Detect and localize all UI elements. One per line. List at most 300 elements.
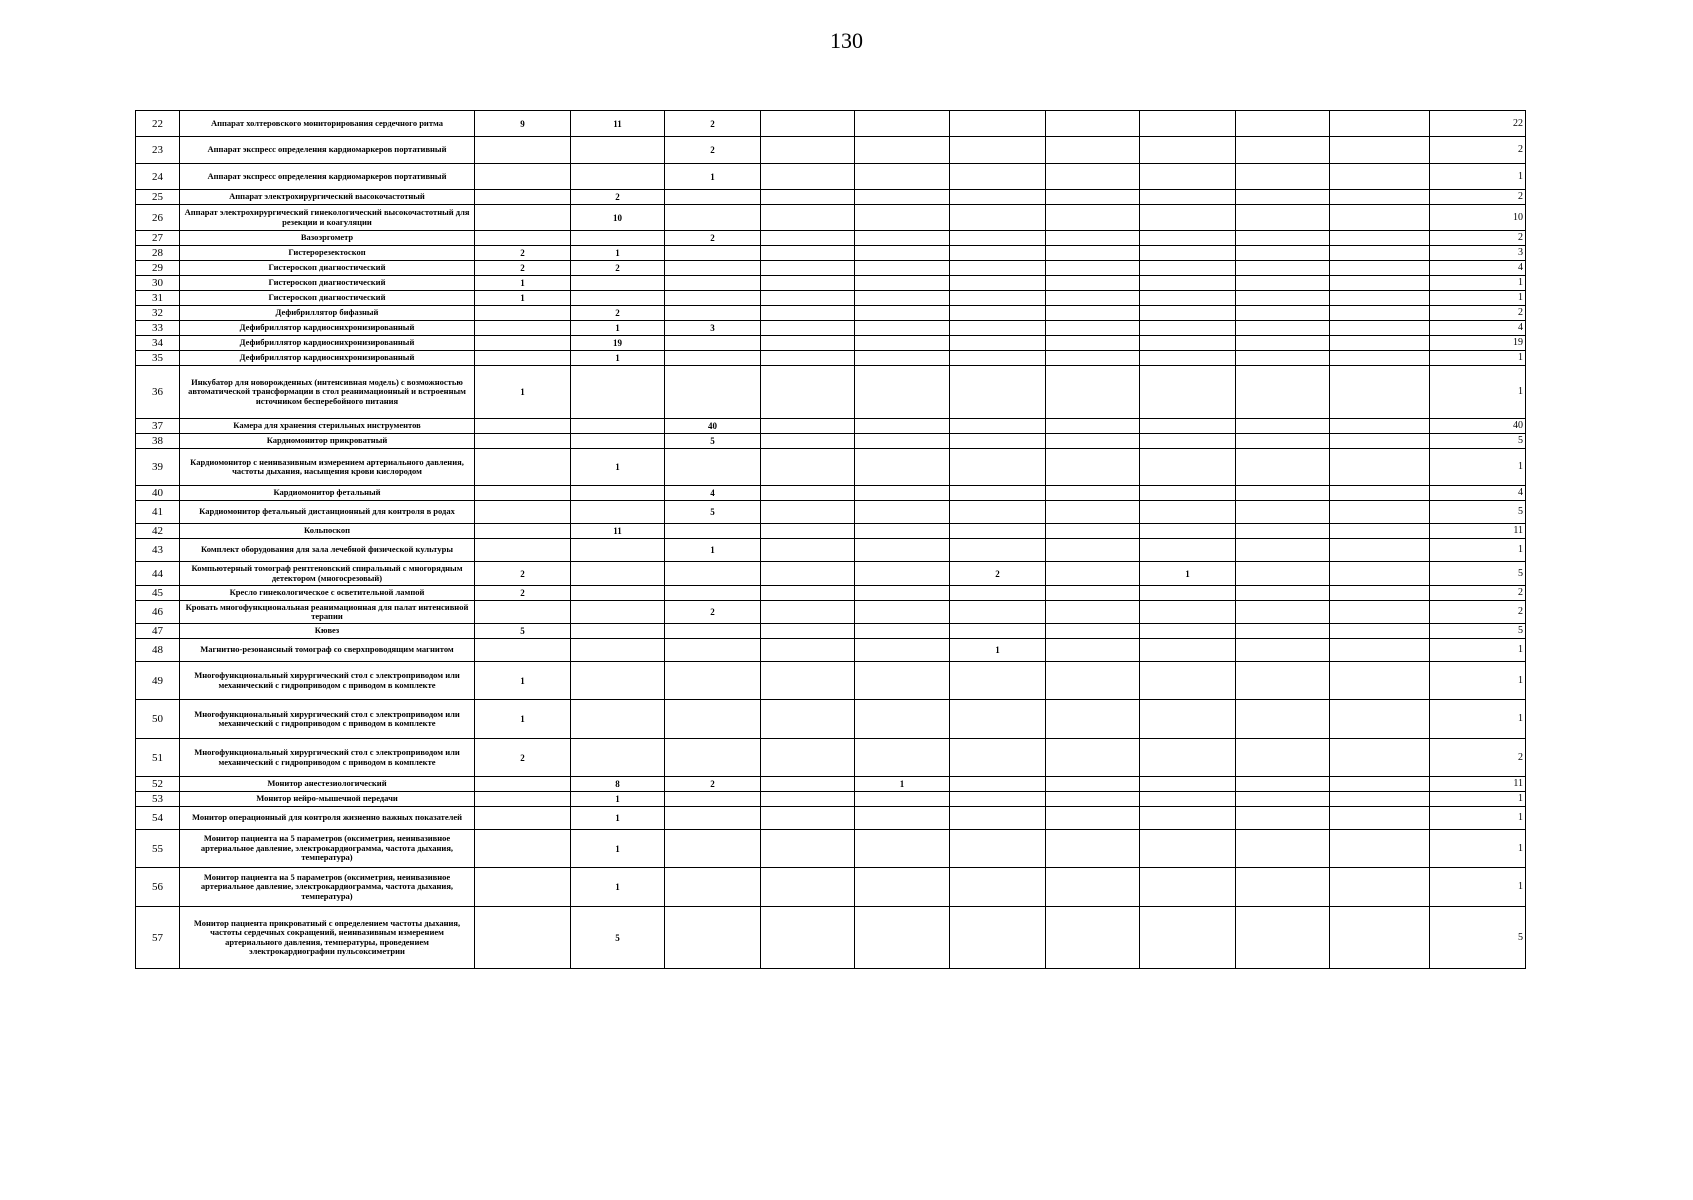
quantity-cell	[1330, 868, 1430, 907]
quantity-cell	[1330, 321, 1430, 336]
table-row	[136, 586, 1526, 601]
quantity-cell	[475, 601, 571, 624]
row-number: 45	[136, 586, 180, 601]
quantity-cell	[1236, 792, 1330, 807]
quantity-cell	[1236, 624, 1330, 639]
quantity-cell	[761, 739, 855, 777]
equipment-table	[135, 110, 1526, 969]
table-row	[136, 205, 1526, 231]
total-cell: 1	[1430, 449, 1526, 486]
quantity-cell	[475, 830, 571, 868]
quantity-cell	[1330, 777, 1430, 792]
row-number: 57	[136, 907, 180, 969]
quantity-cell	[855, 486, 950, 501]
table-row	[136, 419, 1526, 434]
equipment-name: Монитор нейро-мышечной передачи	[180, 792, 475, 807]
quantity-cell	[1236, 700, 1330, 739]
row-number: 34	[136, 336, 180, 351]
quantity-cell	[571, 419, 665, 434]
row-number: 44	[136, 562, 180, 586]
quantity-cell	[950, 351, 1046, 366]
total-cell: 3	[1430, 246, 1526, 261]
quantity-cell	[1140, 524, 1236, 539]
quantity-cell	[855, 639, 950, 662]
row-number: 48	[136, 639, 180, 662]
total-cell: 2	[1430, 586, 1526, 601]
quantity-cell	[1046, 231, 1140, 246]
equipment-name: Комплект оборудования для зала лечебной физической культуры	[180, 539, 475, 562]
quantity-cell	[665, 449, 761, 486]
quantity-cell	[1140, 205, 1236, 231]
quantity-cell: 1	[475, 291, 571, 306]
row-number: 54	[136, 807, 180, 830]
quantity-cell	[1330, 366, 1430, 419]
quantity-cell	[855, 205, 950, 231]
quantity-cell	[1236, 434, 1330, 449]
equipment-name: Многофункциональный хирургический стол с электроприводом или механический с гидроприводом с приводом в комплекте	[180, 739, 475, 777]
quantity-cell	[571, 601, 665, 624]
quantity-cell	[1236, 830, 1330, 868]
quantity-cell	[1046, 700, 1140, 739]
quantity-cell	[855, 261, 950, 276]
equipment-name: Монитор пациента на 5 параметров (оксиметрия, неинвазивное артериальное давление, электрокардиограмма, частота дыхания, температура)	[180, 868, 475, 907]
quantity-cell	[1236, 306, 1330, 321]
quantity-cell	[1046, 792, 1140, 807]
total-cell: 5	[1430, 434, 1526, 449]
equipment-name: Кресло гинекологическое с осветительной лампой	[180, 586, 475, 601]
quantity-cell	[761, 434, 855, 449]
equipment-name: Гистероскоп диагностический	[180, 291, 475, 306]
row-number: 23	[136, 137, 180, 164]
quantity-cell	[571, 586, 665, 601]
quantity-cell	[571, 501, 665, 524]
quantity-cell	[1236, 777, 1330, 792]
row-number: 56	[136, 868, 180, 907]
equipment-name: Монитор пациента на 5 параметров (оксиметрия, неинвазивное артериальное давление, электрокардиограмма, частота дыхания, температура)	[180, 830, 475, 868]
quantity-cell	[1046, 434, 1140, 449]
table-row	[136, 562, 1526, 586]
total-cell: 2	[1430, 190, 1526, 205]
quantity-cell	[665, 205, 761, 231]
equipment-name: Кювез	[180, 624, 475, 639]
quantity-cell	[475, 486, 571, 501]
table-row	[136, 501, 1526, 524]
quantity-cell	[761, 601, 855, 624]
quantity-cell	[855, 601, 950, 624]
quantity-cell	[1330, 601, 1430, 624]
quantity-cell	[1046, 336, 1140, 351]
quantity-cell	[1330, 501, 1430, 524]
quantity-cell	[475, 639, 571, 662]
quantity-cell: 2	[475, 739, 571, 777]
quantity-cell	[1046, 205, 1140, 231]
quantity-cell	[665, 868, 761, 907]
table-row	[136, 164, 1526, 190]
total-cell: 11	[1430, 777, 1526, 792]
quantity-cell	[1046, 261, 1140, 276]
row-number: 42	[136, 524, 180, 539]
quantity-cell: 1	[571, 351, 665, 366]
total-cell: 1	[1430, 700, 1526, 739]
quantity-cell	[855, 907, 950, 969]
quantity-cell	[571, 739, 665, 777]
table-row	[136, 111, 1526, 137]
quantity-cell	[1236, 205, 1330, 231]
quantity-cell: 2	[665, 777, 761, 792]
quantity-cell	[855, 246, 950, 261]
table-row	[136, 830, 1526, 868]
quantity-cell	[1046, 807, 1140, 830]
total-cell: 1	[1430, 662, 1526, 700]
quantity-cell	[950, 830, 1046, 868]
row-number: 39	[136, 449, 180, 486]
quantity-cell	[1140, 539, 1236, 562]
quantity-cell	[1046, 662, 1140, 700]
quantity-cell	[761, 190, 855, 205]
quantity-cell	[1046, 366, 1140, 419]
quantity-cell	[475, 231, 571, 246]
quantity-cell	[855, 449, 950, 486]
quantity-cell	[950, 261, 1046, 276]
quantity-cell	[1330, 907, 1430, 969]
quantity-cell	[761, 246, 855, 261]
quantity-cell	[761, 524, 855, 539]
quantity-cell: 5	[665, 501, 761, 524]
quantity-cell	[761, 777, 855, 792]
quantity-cell	[1140, 336, 1236, 351]
table-row	[136, 739, 1526, 777]
equipment-name: Монитор анестезиологический	[180, 777, 475, 792]
quantity-cell: 1	[571, 830, 665, 868]
quantity-cell	[855, 190, 950, 205]
row-number: 50	[136, 700, 180, 739]
quantity-cell	[1140, 164, 1236, 190]
quantity-cell	[1330, 562, 1430, 586]
quantity-cell	[1140, 739, 1236, 777]
equipment-name: Дефибриллятор кардиосинхронизированный	[180, 351, 475, 366]
quantity-cell: 1	[950, 639, 1046, 662]
quantity-cell	[950, 486, 1046, 501]
quantity-cell	[1330, 291, 1430, 306]
quantity-cell	[761, 111, 855, 137]
quantity-cell	[1330, 137, 1430, 164]
quantity-cell	[1140, 190, 1236, 205]
quantity-cell	[855, 792, 950, 807]
quantity-cell	[571, 639, 665, 662]
quantity-cell	[1330, 351, 1430, 366]
quantity-cell	[475, 449, 571, 486]
quantity-cell	[950, 291, 1046, 306]
quantity-cell	[1236, 449, 1330, 486]
quantity-cell	[1330, 261, 1430, 276]
quantity-cell	[665, 190, 761, 205]
quantity-cell	[665, 586, 761, 601]
row-number: 38	[136, 434, 180, 449]
quantity-cell	[475, 190, 571, 205]
quantity-cell	[950, 539, 1046, 562]
quantity-cell	[475, 524, 571, 539]
quantity-cell: 2	[475, 586, 571, 601]
quantity-cell	[1236, 739, 1330, 777]
total-cell: 1	[1430, 276, 1526, 291]
quantity-cell: 1	[571, 321, 665, 336]
quantity-cell	[1140, 261, 1236, 276]
quantity-cell	[855, 501, 950, 524]
quantity-cell	[950, 321, 1046, 336]
row-number: 46	[136, 601, 180, 624]
quantity-cell: 1	[665, 164, 761, 190]
quantity-cell	[1236, 321, 1330, 336]
quantity-cell: 1	[855, 777, 950, 792]
quantity-cell	[1140, 792, 1236, 807]
quantity-cell	[1140, 486, 1236, 501]
quantity-cell	[665, 336, 761, 351]
table-row	[136, 907, 1526, 969]
quantity-cell: 1	[475, 276, 571, 291]
quantity-cell	[761, 366, 855, 419]
row-number: 27	[136, 231, 180, 246]
quantity-cell	[761, 539, 855, 562]
quantity-cell	[571, 539, 665, 562]
quantity-cell	[1140, 291, 1236, 306]
quantity-cell	[1046, 486, 1140, 501]
quantity-cell	[855, 276, 950, 291]
table-row	[136, 777, 1526, 792]
quantity-cell: 1	[475, 662, 571, 700]
quantity-cell	[1330, 419, 1430, 434]
row-number: 35	[136, 351, 180, 366]
quantity-cell	[665, 524, 761, 539]
equipment-name: Гистерорезектоскоп	[180, 246, 475, 261]
quantity-cell	[571, 291, 665, 306]
table-row	[136, 792, 1526, 807]
quantity-cell	[475, 205, 571, 231]
quantity-cell	[761, 164, 855, 190]
quantity-cell	[761, 231, 855, 246]
quantity-cell	[855, 830, 950, 868]
quantity-cell	[665, 562, 761, 586]
equipment-name: Компьютерный томограф рентгеновский спиральный с многорядным детектором (многосрезовый)	[180, 562, 475, 586]
quantity-cell: 5	[475, 624, 571, 639]
quantity-cell: 1	[1140, 562, 1236, 586]
quantity-cell	[571, 624, 665, 639]
quantity-cell	[950, 449, 1046, 486]
quantity-cell	[761, 321, 855, 336]
quantity-cell	[1140, 321, 1236, 336]
quantity-cell	[855, 111, 950, 137]
quantity-cell	[475, 336, 571, 351]
quantity-cell: 2	[665, 231, 761, 246]
quantity-cell: 2	[950, 562, 1046, 586]
quantity-cell	[1140, 700, 1236, 739]
row-number: 49	[136, 662, 180, 700]
quantity-cell	[950, 306, 1046, 321]
quantity-cell	[1046, 111, 1140, 137]
table-row	[136, 351, 1526, 366]
quantity-cell: 2	[665, 601, 761, 624]
quantity-cell	[855, 336, 950, 351]
quantity-cell	[1236, 336, 1330, 351]
quantity-cell	[855, 586, 950, 601]
quantity-cell	[1046, 601, 1140, 624]
total-cell: 40	[1430, 419, 1526, 434]
quantity-cell	[1330, 539, 1430, 562]
quantity-cell	[950, 366, 1046, 419]
quantity-cell	[1236, 111, 1330, 137]
quantity-cell: 2	[475, 246, 571, 261]
quantity-cell	[1236, 419, 1330, 434]
total-cell: 1	[1430, 639, 1526, 662]
quantity-cell: 11	[571, 524, 665, 539]
quantity-cell	[950, 164, 1046, 190]
quantity-cell	[855, 807, 950, 830]
total-cell: 1	[1430, 539, 1526, 562]
table-row	[136, 231, 1526, 246]
quantity-cell	[1236, 807, 1330, 830]
quantity-cell	[571, 662, 665, 700]
quantity-cell	[1236, 291, 1330, 306]
quantity-cell	[855, 624, 950, 639]
equipment-name: Монитор операционный для контроля жизненно важных показателей	[180, 807, 475, 830]
row-number: 30	[136, 276, 180, 291]
quantity-cell	[1236, 524, 1330, 539]
quantity-cell	[475, 792, 571, 807]
quantity-cell	[1046, 586, 1140, 601]
total-cell: 2	[1430, 231, 1526, 246]
quantity-cell	[855, 231, 950, 246]
quantity-cell	[761, 586, 855, 601]
equipment-name: Камера для хранения стерильных инструментов	[180, 419, 475, 434]
quantity-cell	[855, 164, 950, 190]
equipment-name: Гистероскоп диагностический	[180, 261, 475, 276]
equipment-name: Аппарат экспресс определения кардиомаркеров портативный	[180, 164, 475, 190]
row-number: 47	[136, 624, 180, 639]
quantity-cell	[950, 336, 1046, 351]
quantity-cell	[1330, 700, 1430, 739]
row-number: 36	[136, 366, 180, 419]
quantity-cell: 1	[571, 246, 665, 261]
quantity-cell	[761, 807, 855, 830]
total-cell: 2	[1430, 739, 1526, 777]
quantity-cell	[1236, 351, 1330, 366]
quantity-cell	[1140, 419, 1236, 434]
table-row	[136, 291, 1526, 306]
quantity-cell	[1330, 205, 1430, 231]
total-cell: 5	[1430, 501, 1526, 524]
quantity-cell	[571, 164, 665, 190]
table-row	[136, 700, 1526, 739]
total-cell: 5	[1430, 624, 1526, 639]
quantity-cell	[1046, 321, 1140, 336]
quantity-cell: 1	[571, 792, 665, 807]
total-cell: 1	[1430, 807, 1526, 830]
quantity-cell	[761, 501, 855, 524]
quantity-cell	[1330, 164, 1430, 190]
total-cell: 1	[1430, 291, 1526, 306]
quantity-cell: 9	[475, 111, 571, 137]
quantity-cell	[1046, 419, 1140, 434]
quantity-cell	[1140, 868, 1236, 907]
quantity-cell: 5	[571, 907, 665, 969]
quantity-cell	[761, 624, 855, 639]
quantity-cell	[1140, 111, 1236, 137]
row-number: 33	[136, 321, 180, 336]
row-number: 25	[136, 190, 180, 205]
quantity-cell	[1236, 137, 1330, 164]
quantity-cell	[950, 205, 1046, 231]
quantity-cell	[571, 231, 665, 246]
quantity-cell	[1330, 246, 1430, 261]
quantity-cell	[571, 434, 665, 449]
quantity-cell: 3	[665, 321, 761, 336]
quantity-cell	[855, 366, 950, 419]
quantity-cell: 2	[665, 137, 761, 164]
quantity-cell: 2	[571, 306, 665, 321]
total-cell: 4	[1430, 486, 1526, 501]
quantity-cell	[475, 868, 571, 907]
quantity-cell: 2	[475, 261, 571, 276]
quantity-cell	[1236, 246, 1330, 261]
table-row	[136, 868, 1526, 907]
row-number: 53	[136, 792, 180, 807]
row-number: 40	[136, 486, 180, 501]
total-cell: 5	[1430, 562, 1526, 586]
table-row	[136, 539, 1526, 562]
quantity-cell	[1046, 639, 1140, 662]
quantity-cell	[665, 261, 761, 276]
equipment-name: Дефибриллятор кардиосинхронизированный	[180, 321, 475, 336]
quantity-cell	[1046, 306, 1140, 321]
table-row	[136, 336, 1526, 351]
quantity-cell	[1140, 639, 1236, 662]
quantity-cell	[761, 562, 855, 586]
quantity-cell	[1330, 111, 1430, 137]
total-cell: 11	[1430, 524, 1526, 539]
quantity-cell	[475, 351, 571, 366]
quantity-cell	[950, 246, 1046, 261]
quantity-cell: 8	[571, 777, 665, 792]
quantity-cell	[1046, 351, 1140, 366]
quantity-cell	[761, 907, 855, 969]
quantity-cell	[761, 205, 855, 231]
quantity-cell	[1046, 449, 1140, 486]
quantity-cell	[1330, 624, 1430, 639]
quantity-cell	[761, 419, 855, 434]
quantity-cell	[1046, 501, 1140, 524]
row-number: 26	[136, 205, 180, 231]
quantity-cell	[761, 306, 855, 321]
quantity-cell	[761, 486, 855, 501]
table-row	[136, 601, 1526, 624]
row-number: 37	[136, 419, 180, 434]
quantity-cell	[761, 449, 855, 486]
equipment-name: Гистероскоп диагностический	[180, 276, 475, 291]
total-cell: 1	[1430, 868, 1526, 907]
quantity-cell	[1140, 586, 1236, 601]
equipment-name: Аппарат электрохирургический высокочастотный	[180, 190, 475, 205]
quantity-cell	[950, 868, 1046, 907]
quantity-cell	[1236, 639, 1330, 662]
quantity-cell	[950, 524, 1046, 539]
equipment-name: Многофункциональный хирургический стол с электроприводом или механический с гидроприводом с приводом в комплекте	[180, 700, 475, 739]
equipment-name: Вазоэргометр	[180, 231, 475, 246]
table-row	[136, 321, 1526, 336]
quantity-cell	[665, 907, 761, 969]
quantity-cell	[1140, 501, 1236, 524]
quantity-cell	[855, 291, 950, 306]
total-cell: 4	[1430, 321, 1526, 336]
quantity-cell	[665, 366, 761, 419]
